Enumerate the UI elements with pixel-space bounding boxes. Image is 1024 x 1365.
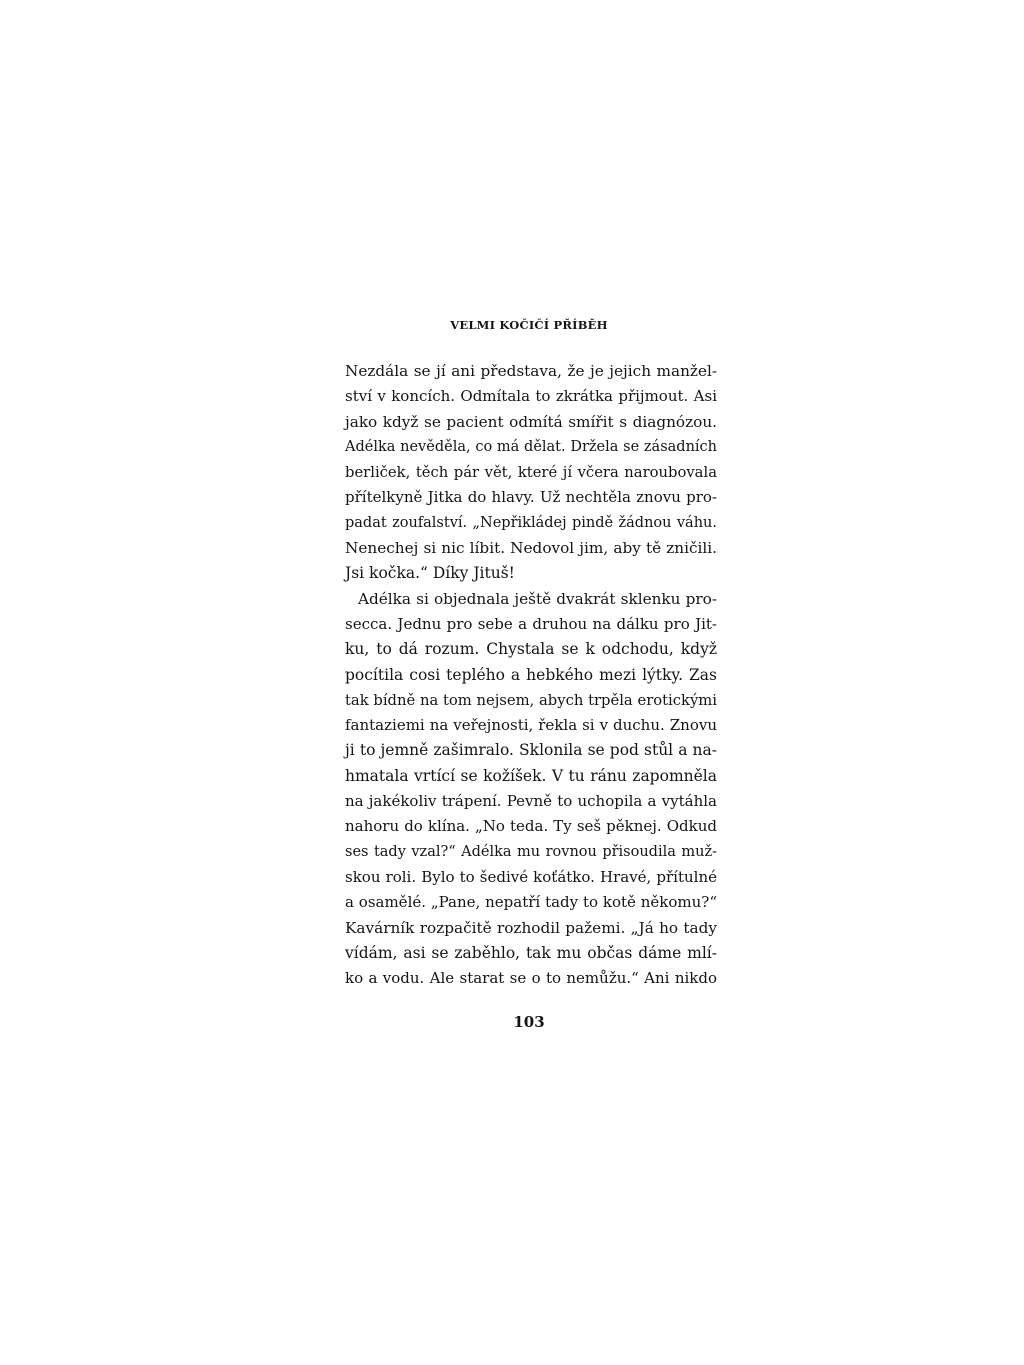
text-line: ji to jemně zašimralo. Sklonila se pod stůl a na- (345, 741, 717, 760)
text-line: ko a vodu. Ale starat se o to nemůžu.“ Ani nikdo (345, 969, 717, 988)
text-line: Adélka nevěděla, co má dělat. Držela se zásadních (345, 438, 717, 455)
body-text (345, 359, 717, 991)
text-line: ku, to dá rozum. Chystala se k odchodu, když (345, 640, 717, 659)
text-line: Adélka si objednala ještě dvakrát sklenku pro- (358, 589, 717, 608)
text-line: tak bídně na tom nejsem, abych trpěla erotickými (345, 691, 717, 709)
text-line: Nenechej si nic líbit. Nedovol jim, aby tě zničili. (345, 539, 717, 558)
text-line: nahoru do klína. „No teda. Ty seš pěknej. Odkud (345, 817, 717, 836)
text-line: na jakékoliv trápení. Pevně to uchopila a vytáhla (345, 792, 717, 811)
text-line: ses tady vzal?“ Adélka mu rovnou přisoudila muž- (345, 843, 717, 860)
text-line: berliček, těch pár vět, které jí včera naroubovala (345, 464, 717, 482)
text-line: Kavárník rozpačitě rozhodil pažemi. „Já ho tady (345, 918, 717, 937)
text-line: padat zoufalství. „Nepřikládej pindě žádnou váhu. (345, 514, 717, 531)
text-line: Jsi kočka.“ Díky Jituš! (345, 564, 515, 583)
text-line: a osamělé. „Pane, nepatří tady to kotě někomu?“ (345, 893, 717, 912)
text-line: hmatala vrtící se kožíšek. V tu ránu zapomněla (345, 766, 717, 785)
text-line: Nezdála se jí ani představa, že je jejich manžel- (345, 362, 717, 380)
text-line: fantaziemi na veřejnosti, řekla si v duchu. Znovu (345, 716, 717, 735)
page-number: 103 (513, 1013, 545, 1031)
running-head: VELMI KOČIČÍ PŘÍBĚH (450, 318, 608, 332)
text-line: ství v koncích. Odmítala to zkrátka přijmout. Asi (345, 387, 717, 406)
paragraph-2 (345, 587, 717, 992)
paragraph-1 (345, 359, 717, 587)
text-line: jako když se pacient odmítá smířit s diagnózou. (345, 412, 717, 431)
text-line: přítelkyně Jitka do hlavy. Už nechtěla znovu pro- (345, 488, 717, 507)
text-line: secca. Jednu pro sebe a druhou na dálku pro Jit- (345, 614, 717, 633)
text-line: pocítila cosi teplého a hebkého mezi lýtky. Zas (345, 665, 717, 684)
text-line: skou roli. Bylo to šedivé koťátko. Hravé, přítulné (345, 867, 717, 886)
text-line: vídám, asi se zaběhlo, tak mu občas dáme mlí- (345, 943, 717, 962)
